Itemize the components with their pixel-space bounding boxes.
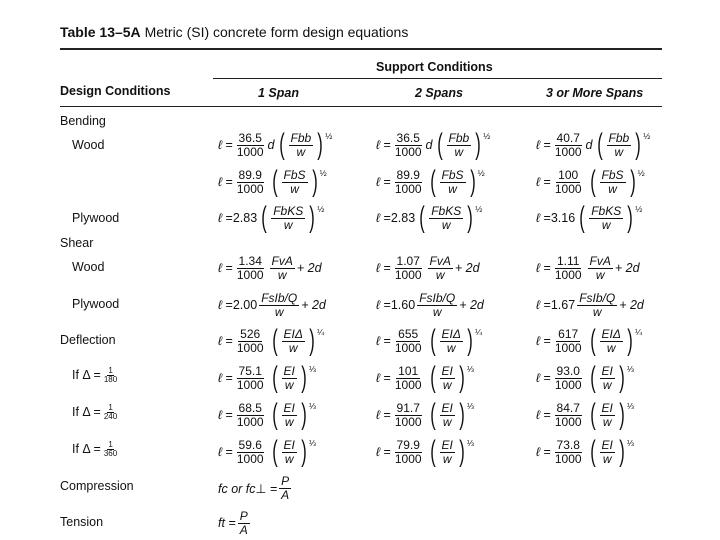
table-number: Table 13–5A	[60, 24, 141, 40]
eq-compression: fc or fc⊥ = $\frac{P}{A}$	[218, 473, 290, 502]
table-title	[60, 24, 408, 40]
eq-bending-wood-fbs-3spans: ℓ = $\frac{100}{1000}$ ( FbS w ) ½	[536, 165, 645, 198]
eq-shear-wood-3spans: ℓ = $\frac{1.11}{1000}$ FvA w + 2d	[536, 253, 640, 282]
header-rule	[60, 106, 662, 107]
eq-deflection-2spans: ℓ = $\frac{655}{1000}$ ( EIΔ w ) ¼	[376, 324, 483, 357]
eq-shear-plywood-1span: ℓ = 2.00 FsIb/Q w + 2d	[218, 290, 326, 319]
support-conditions-heading: Support Conditions	[376, 60, 493, 74]
support-rule	[213, 78, 662, 79]
eq-bending-wood-3spans: ℓ = $\frac{40.7}{1000}$ d ( Fbb w ) ½	[536, 128, 651, 161]
eq-bending-plywood-3spans: ℓ = 3.16 ( FbKS w ) ½	[536, 201, 643, 234]
label-tension: Tension	[60, 515, 104, 529]
col-1-span: 1 Span	[258, 86, 299, 100]
label-compression: Compression	[60, 479, 134, 493]
design-conditions-heading: Design Conditions	[60, 84, 171, 98]
eq-shear-wood-1span: ℓ = $\frac{1.34}{1000}$ FvA w + 2d	[218, 253, 322, 282]
col-2-spans: 2 Spans	[415, 86, 463, 100]
label-bending: Bending	[60, 114, 106, 128]
eq-bending-wood-1span: ℓ = $\frac{36.5}{1000}$ d ( Fbb w ) ½	[218, 128, 333, 161]
eq-bending-plywood-1span: ℓ = 2.83 ( FbKS w ) ½	[218, 201, 325, 234]
eq-deflection-360-2spans: ℓ = $\frac{79.9}{1000}$ ( EI w ) ⅓	[376, 435, 474, 468]
eq-deflection-180-2spans: ℓ = $\frac{101}{1000}$ ( EI w ) ⅓	[376, 361, 474, 394]
eq-tension: ft = $\frac{P}{A}$	[218, 508, 248, 537]
eq-bending-wood-fbs-1span: ℓ = $\frac{89.9}{1000}$ ( FbS w ) ½	[218, 165, 327, 198]
eq-bending-wood-2spans: ℓ = $\frac{36.5}{1000}$ d ( Fbb w ) ½	[376, 128, 491, 161]
col-3-spans: 3 or More Spans	[546, 86, 644, 100]
label-if-delta-180: If Δ = $\frac{1}{180}$	[72, 366, 118, 384]
eq-deflection-180-1span: ℓ = $\frac{75.1}{1000}$ ( EI w ) ⅓	[218, 361, 316, 394]
eq-shear-wood-2spans: ℓ = $\frac{1.07}{1000}$ FvA w + 2d	[376, 253, 480, 282]
label-shear: Shear	[60, 236, 94, 250]
eq-deflection-240-3spans: ℓ = $\frac{84.7}{1000}$ ( EI w ) ⅓	[536, 398, 634, 431]
table-caption: Metric (SI) concrete form design equations	[144, 24, 409, 40]
eq-deflection-240-2spans: ℓ = $\frac{91.7}{1000}$ ( EI w ) ⅓	[376, 398, 474, 431]
label-if-delta-360: If Δ = $\frac{1}{360}$	[72, 440, 118, 458]
eq-bending-plywood-2spans: ℓ = 2.83 ( FbKS w ) ½	[376, 201, 483, 234]
eq-shear-plywood-3spans: ℓ = 1.67 FsIb/Q w + 2d	[536, 290, 644, 319]
eq-deflection-360-3spans: ℓ = $\frac{73.8}{1000}$ ( EI w ) ⅓	[536, 435, 634, 468]
eq-bending-wood-fbs-2spans: ℓ = $\frac{89.9}{1000}$ ( FbS w ) ½	[376, 165, 485, 198]
label-bending-plywood: Plywood	[72, 211, 120, 225]
eq-deflection-240-1span: ℓ = $\frac{68.5}{1000}$ ( EI w ) ⅓	[218, 398, 316, 431]
eq-deflection-3spans: ℓ = $\frac{617}{1000}$ ( EIΔ w ) ¼	[536, 324, 643, 357]
label-bending-wood: Wood	[72, 138, 105, 152]
top-rule	[60, 48, 662, 50]
eq-deflection-1span: ℓ = $\frac{526}{1000}$ ( EIΔ w ) ¼	[218, 324, 325, 357]
label-deflection: Deflection	[60, 333, 116, 347]
label-if-delta-240: If Δ = $\frac{1}{240}$	[72, 403, 118, 421]
label-shear-wood: Wood	[72, 260, 105, 274]
label-shear-plywood: Plywood	[72, 297, 120, 311]
eq-deflection-180-3spans: ℓ = $\frac{93.0}{1000}$ ( EI w ) ⅓	[536, 361, 634, 394]
eq-shear-plywood-2spans: ℓ = 1.60 FsIb/Q w + 2d	[376, 290, 484, 319]
eq-deflection-360-1span: ℓ = $\frac{59.6}{1000}$ ( EI w ) ⅓	[218, 435, 316, 468]
